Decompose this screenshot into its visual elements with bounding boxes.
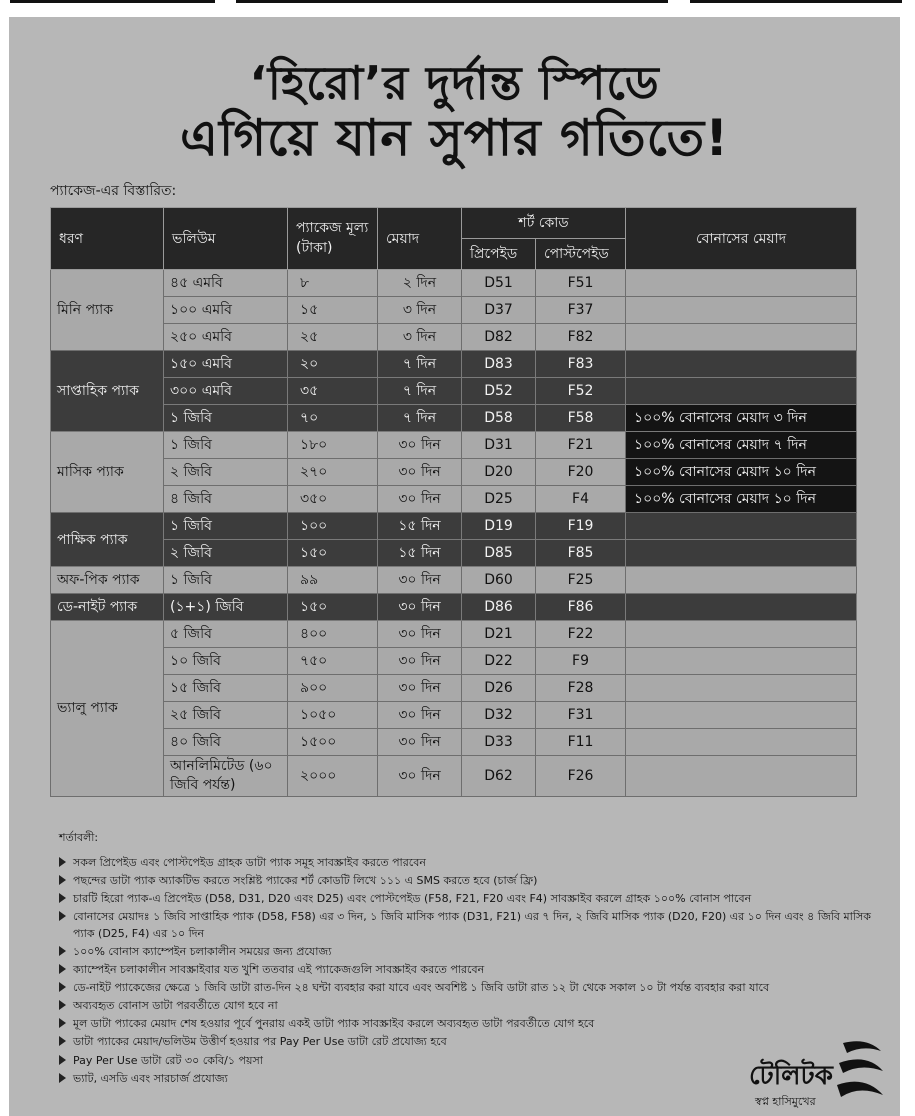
table-row bbox=[51, 459, 857, 486]
terms-item-text: ক্যাম্পেইন চলাকালীন সাবস্ক্রাইবার যত খুশি ততবার এই প্যাকেজগুলি সাবস্ক্রাইব করতে পারবেন bbox=[73, 963, 485, 977]
price-cell: ২৫ bbox=[288, 324, 378, 351]
package-table bbox=[50, 207, 857, 797]
pack-type-cell: ডে-নাইট প্যাক bbox=[51, 594, 164, 621]
table-row bbox=[51, 702, 857, 729]
table-row bbox=[51, 270, 857, 297]
terms-item-text: ১০০% বোনাস ক্যাম্পেইন চলাকালীন সময়ের জন্য প্রযোজ্য bbox=[73, 945, 332, 959]
price-cell: ১৫ bbox=[288, 297, 378, 324]
validity-cell: ৩০ দিন bbox=[378, 621, 462, 648]
price-cell: ১৫০ bbox=[288, 540, 378, 567]
terms-item-text: মূল ডাটা প্যাকের মেয়াদ শেষ হওয়ার পূর্বে পুনরায় একই ডাটা প্যাক সাবস্ক্রাইব করলে অব্যবহৃত ডাটা পরবর্তীতে যোগ হবে bbox=[73, 1017, 595, 1031]
price-cell: ৩৫০ bbox=[288, 486, 378, 513]
table-row bbox=[51, 756, 857, 797]
bonus-validity-cell: ১০০% বোনাসের মেয়াদ ৭ দিন bbox=[626, 432, 857, 459]
volume-cell: ১ জিবি bbox=[164, 405, 288, 432]
table-row bbox=[51, 594, 857, 621]
table-row bbox=[51, 513, 857, 540]
price-cell: ১৫০ bbox=[288, 594, 378, 621]
advertisement-sheet bbox=[9, 17, 900, 1116]
validity-cell: ৩ দিন bbox=[378, 324, 462, 351]
prepaid-code-cell: D86 bbox=[462, 594, 536, 621]
postpaid-code-cell: F11 bbox=[536, 729, 626, 756]
bonus-validity-cell bbox=[626, 702, 857, 729]
header-postpaid: পোস্টপেইড bbox=[536, 239, 626, 270]
prepaid-code-cell: D20 bbox=[462, 459, 536, 486]
validity-cell: ৩০ দিন bbox=[378, 459, 462, 486]
validity-cell: ৩০ দিন bbox=[378, 486, 462, 513]
validity-cell: ৭ দিন bbox=[378, 378, 462, 405]
bonus-validity-cell bbox=[626, 513, 857, 540]
volume-cell: ২৫ জিবি bbox=[164, 702, 288, 729]
headline bbox=[9, 57, 900, 167]
table-row bbox=[51, 540, 857, 567]
validity-cell: ১৫ দিন bbox=[378, 513, 462, 540]
terms-item-text: ডাটা প্যাকের মেয়াদ/ভলিউম উত্তীর্ণ হওয়ার পর Pay Per Use ডাটা রেট প্রযোজ্য হবে bbox=[73, 1035, 447, 1049]
validity-cell: ৩০ দিন bbox=[378, 729, 462, 756]
bonus-validity-cell bbox=[626, 729, 857, 756]
bonus-validity-cell bbox=[626, 324, 857, 351]
postpaid-code-cell: F52 bbox=[536, 378, 626, 405]
table-row bbox=[51, 621, 857, 648]
bullet-arrow-icon bbox=[59, 911, 66, 921]
prepaid-code-cell: D82 bbox=[462, 324, 536, 351]
postpaid-code-cell: F37 bbox=[536, 297, 626, 324]
postpaid-code-cell: F22 bbox=[536, 621, 626, 648]
header-prepaid: প্রিপেইড bbox=[462, 239, 536, 270]
terms-item bbox=[59, 1015, 879, 1032]
terms-item bbox=[59, 854, 879, 871]
price-cell: ২০ bbox=[288, 351, 378, 378]
price-cell: ৮ bbox=[288, 270, 378, 297]
volume-cell: ১৫০ এমবি bbox=[164, 351, 288, 378]
package-details-title: প্যাকেজ-এর বিস্তারিত: bbox=[50, 183, 177, 199]
postpaid-code-cell: F4 bbox=[536, 486, 626, 513]
postpaid-code-cell: F51 bbox=[536, 270, 626, 297]
bullet-arrow-icon bbox=[59, 946, 66, 956]
bonus-validity-cell bbox=[626, 621, 857, 648]
terms-item bbox=[59, 997, 879, 1014]
postpaid-code-cell: F19 bbox=[536, 513, 626, 540]
bonus-validity-cell bbox=[626, 351, 857, 378]
bullet-arrow-icon bbox=[59, 1036, 66, 1046]
validity-cell: ২ দিন bbox=[378, 270, 462, 297]
bonus-validity-cell bbox=[626, 648, 857, 675]
validity-cell: ৩০ দিন bbox=[378, 756, 462, 797]
volume-cell: আনলিমিটেড (৬০ জিবি পর্যন্ত) bbox=[164, 756, 288, 797]
pack-type-cell: অফ-পিক প্যাক bbox=[51, 567, 164, 594]
table-row bbox=[51, 324, 857, 351]
header-validity: মেয়াদ bbox=[378, 208, 462, 270]
bonus-validity-cell bbox=[626, 756, 857, 797]
price-cell: ৯০০ bbox=[288, 675, 378, 702]
terms-item bbox=[59, 979, 879, 996]
prepaid-code-cell: D21 bbox=[462, 621, 536, 648]
header-short-code: শর্ট কোড bbox=[462, 208, 626, 239]
pack-type-cell: ভ্যালু প্যাক bbox=[51, 621, 164, 797]
table-row bbox=[51, 648, 857, 675]
pack-type-cell: পাক্ষিক প্যাক bbox=[51, 513, 164, 567]
bullet-arrow-icon bbox=[59, 1073, 66, 1083]
top-rule bbox=[690, 0, 902, 3]
postpaid-code-cell: F82 bbox=[536, 324, 626, 351]
price-cell: ৭৫০ bbox=[288, 648, 378, 675]
terms-item-text: ডে-নাইট প্যাকেজের ক্ষেত্রে ১ জিবি ডাটা রাত-দিন ২৪ ঘন্টা ব্যবহার করা যাবে এবং অবশিষ্ট ১ জিবি ডাটা রাত ১২ টা থেকে সকাল ১০ টা পর্যন্ত ব্যবহার করা যাবে bbox=[73, 981, 770, 995]
volume-cell: ১ জিবি bbox=[164, 567, 288, 594]
prepaid-code-cell: D85 bbox=[462, 540, 536, 567]
volume-cell: (১+১) জিবি bbox=[164, 594, 288, 621]
bullet-arrow-icon bbox=[59, 875, 66, 885]
postpaid-code-cell: F26 bbox=[536, 756, 626, 797]
bullet-arrow-icon bbox=[59, 857, 66, 867]
postpaid-code-cell: F85 bbox=[536, 540, 626, 567]
bonus-validity-cell bbox=[626, 540, 857, 567]
price-cell: ১০৫০ bbox=[288, 702, 378, 729]
validity-cell: ৩০ দিন bbox=[378, 675, 462, 702]
postpaid-code-cell: F20 bbox=[536, 459, 626, 486]
price-cell: ২৭০ bbox=[288, 459, 378, 486]
postpaid-code-cell: F58 bbox=[536, 405, 626, 432]
prepaid-code-cell: D62 bbox=[462, 756, 536, 797]
table-row bbox=[51, 729, 857, 756]
terms-item-text: সকল প্রিপেইড এবং পোস্টপেইড গ্রাহক ডাটা প্যাক সমূহ সাবস্ক্রাইব করতে পারবেন bbox=[73, 856, 426, 869]
terms-item-text: চারটি হিরো প্যাক-এ প্রিপেইড (D58, D31, D20 এবং D25) এবং পোস্টপেইড (F58, F21, F20 এবং F4) সাবস্ক্রাইব করলে গ্রাহক ১০০% বোনাস পাবেন bbox=[73, 892, 752, 906]
prepaid-code-cell: D33 bbox=[462, 729, 536, 756]
headline-line-1: ‘হিরো’র দুর্দান্ত স্পিডে bbox=[249, 56, 660, 110]
postpaid-code-cell: F9 bbox=[536, 648, 626, 675]
top-border bbox=[0, 0, 915, 12]
terms-title: শর্তাবলী: bbox=[59, 831, 99, 844]
prepaid-code-cell: D52 bbox=[462, 378, 536, 405]
postpaid-code-cell: F83 bbox=[536, 351, 626, 378]
pack-type-cell: সাপ্তাহিক প্যাক bbox=[51, 351, 164, 432]
table-row bbox=[51, 432, 857, 459]
bullet-arrow-icon bbox=[59, 893, 66, 903]
postpaid-code-cell: F86 bbox=[536, 594, 626, 621]
price-cell: ৯৯ bbox=[288, 567, 378, 594]
prepaid-code-cell: D19 bbox=[462, 513, 536, 540]
table-row bbox=[51, 675, 857, 702]
table-row bbox=[51, 351, 857, 378]
bullet-arrow-icon bbox=[59, 982, 66, 992]
prepaid-code-cell: D32 bbox=[462, 702, 536, 729]
price-cell: ৩৫ bbox=[288, 378, 378, 405]
prepaid-code-cell: D25 bbox=[462, 486, 536, 513]
table-row bbox=[51, 378, 857, 405]
table-row bbox=[51, 405, 857, 432]
prepaid-code-cell: D31 bbox=[462, 432, 536, 459]
terms-item-text: অব্যবহৃত বোনাস ডাটা পরবর্তীতে যোগ হবে না bbox=[73, 999, 278, 1013]
prepaid-code-cell: D22 bbox=[462, 648, 536, 675]
validity-cell: ১৫ দিন bbox=[378, 540, 462, 567]
prepaid-code-cell: D60 bbox=[462, 567, 536, 594]
header-type: ধরণ bbox=[51, 208, 164, 270]
table-row bbox=[51, 297, 857, 324]
logo-name: টেলিটক bbox=[749, 1061, 833, 1091]
volume-cell: ২ জিবি bbox=[164, 459, 288, 486]
postpaid-code-cell: F25 bbox=[536, 567, 626, 594]
terms-item bbox=[59, 943, 879, 960]
bonus-validity-cell bbox=[626, 594, 857, 621]
volume-cell: ৫ জিবি bbox=[164, 621, 288, 648]
terms-item-text: বোনাসের মেয়াদঃ ১ জিবি সাপ্তাহিক প্যাক (D58, F58) এর ৩ দিন, ১ জিবি মাসিক প্যাক (D31, F21) এর ৭ দিন, ২ জিবি মাসিক প্যাক (D20, F20) এর ১০ দিন এবং ৪ জিবি মাসিক প্যাক (D25, F4) এর ১০ দিন bbox=[73, 910, 871, 941]
volume-cell: ১ জিবি bbox=[164, 513, 288, 540]
prepaid-code-cell: D58 bbox=[462, 405, 536, 432]
bullet-arrow-icon bbox=[59, 1000, 66, 1010]
terms-item bbox=[59, 908, 879, 942]
validity-cell: ৩০ দিন bbox=[378, 594, 462, 621]
validity-cell: ৩০ দিন bbox=[378, 567, 462, 594]
bullet-arrow-icon bbox=[59, 1018, 66, 1028]
bonus-validity-cell bbox=[626, 567, 857, 594]
validity-cell: ৩০ দিন bbox=[378, 702, 462, 729]
terms-item bbox=[59, 961, 879, 978]
pack-type-cell: মিনি প্যাক bbox=[51, 270, 164, 351]
bullet-arrow-icon bbox=[59, 1055, 66, 1065]
volume-cell: ১০ জিবি bbox=[164, 648, 288, 675]
prepaid-code-cell: D26 bbox=[462, 675, 536, 702]
top-rule bbox=[236, 0, 668, 3]
volume-cell: ২ জিবি bbox=[164, 540, 288, 567]
table-row bbox=[51, 486, 857, 513]
pack-type-cell: মাসিক প্যাক bbox=[51, 432, 164, 513]
header-bonus-validity: বোনাসের মেয়াদ bbox=[626, 208, 857, 270]
logo-stripes-icon bbox=[837, 1037, 885, 1109]
validity-cell: ৩ দিন bbox=[378, 297, 462, 324]
volume-cell: ১৫ জিবি bbox=[164, 675, 288, 702]
validity-cell: ৭ দিন bbox=[378, 405, 462, 432]
volume-cell: ১০০ এমবি bbox=[164, 297, 288, 324]
price-cell: ৭০ bbox=[288, 405, 378, 432]
postpaid-code-cell: F21 bbox=[536, 432, 626, 459]
terms-item-text: Pay Per Use ডাটা রেট ৩০ কেবি/১ পয়সা bbox=[73, 1053, 263, 1067]
volume-cell: ৪০ জিবি bbox=[164, 729, 288, 756]
validity-cell: ৭ দিন bbox=[378, 351, 462, 378]
bonus-validity-cell bbox=[626, 270, 857, 297]
table-row bbox=[51, 567, 857, 594]
validity-cell: ৩০ দিন bbox=[378, 648, 462, 675]
top-rule bbox=[10, 0, 215, 3]
bullet-arrow-icon bbox=[59, 964, 66, 974]
bonus-validity-cell: ১০০% বোনাসের মেয়াদ ১০ দিন bbox=[626, 459, 857, 486]
postpaid-code-cell: F28 bbox=[536, 675, 626, 702]
volume-cell: ৪৫ এমবি bbox=[164, 270, 288, 297]
header-volume: ভলিউম bbox=[164, 208, 288, 270]
prepaid-code-cell: D37 bbox=[462, 297, 536, 324]
volume-cell: ১ জিবি bbox=[164, 432, 288, 459]
headline-line-2: এগিয়ে যান সুপার গতিতে! bbox=[180, 108, 729, 167]
volume-cell: ৪ জিবি bbox=[164, 486, 288, 513]
bonus-validity-cell: ১০০% বোনাসের মেয়াদ ১০ দিন bbox=[626, 486, 857, 513]
validity-cell: ৩০ দিন bbox=[378, 432, 462, 459]
bonus-validity-cell bbox=[626, 675, 857, 702]
postpaid-code-cell: F31 bbox=[536, 702, 626, 729]
price-cell: ১৫০০ bbox=[288, 729, 378, 756]
price-cell: ১০০ bbox=[288, 513, 378, 540]
terms-item bbox=[59, 890, 879, 907]
package-table-body bbox=[51, 270, 857, 797]
price-cell: ৪০০ bbox=[288, 621, 378, 648]
bonus-validity-cell bbox=[626, 378, 857, 405]
price-cell: ১৮০ bbox=[288, 432, 378, 459]
teletalk-logo bbox=[749, 1037, 889, 1112]
volume-cell: ৩০০ এমবি bbox=[164, 378, 288, 405]
terms-item-text: ভ্যাট, এসডি এবং সারচার্জ প্রযোজ্য bbox=[73, 1071, 228, 1085]
bonus-validity-cell bbox=[626, 297, 857, 324]
bonus-validity-cell: ১০০% বোনাসের মেয়াদ ৩ দিন bbox=[626, 405, 857, 432]
header-price: প্যাকেজ মূল্য (টাকা) bbox=[288, 208, 378, 270]
terms-item bbox=[59, 872, 879, 889]
prepaid-code-cell: D51 bbox=[462, 270, 536, 297]
price-cell: ২০০০ bbox=[288, 756, 378, 797]
volume-cell: ২৫০ এমবি bbox=[164, 324, 288, 351]
terms-item-text: পছন্দের ডাটা প্যাক অ্যাকটিভ করতে সংশ্লিষ্ট প্যাকের শর্ট কোডটি লিখে ১১১ এ SMS করতে হবে (চার্জ ফ্রি) bbox=[73, 874, 538, 888]
prepaid-code-cell: D83 bbox=[462, 351, 536, 378]
logo-tagline: স্বপ্ন হাসিমুখের bbox=[755, 1095, 816, 1108]
